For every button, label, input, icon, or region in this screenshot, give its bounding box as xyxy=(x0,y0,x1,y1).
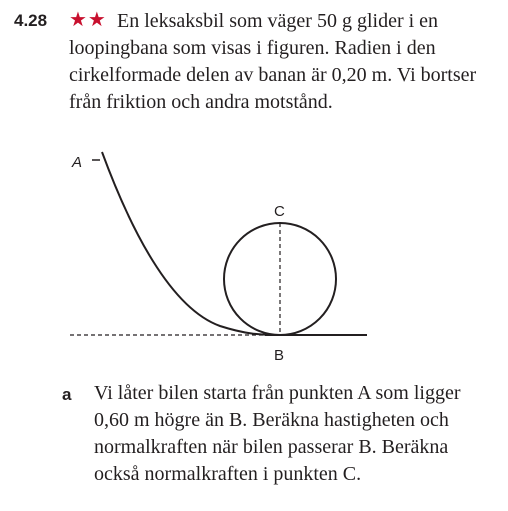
loop-track-figure xyxy=(60,138,390,378)
problem-text: En leksaksbil som väger 50 g glider i en loopingbana som visas i figuren. Radien i den cirkelformade delen av banan är 0,20 m. Vi bortser från friktion och andra motstånd. xyxy=(69,10,477,113)
label-b: B xyxy=(274,347,285,364)
difficulty-stars-icon: ★★ xyxy=(69,7,107,31)
loop-track-diagram xyxy=(60,138,390,378)
label-c: C xyxy=(274,203,285,220)
label-a: A xyxy=(72,154,83,171)
ramp-curve xyxy=(102,152,278,335)
subquestion-text: Vi låter bilen starta från punkten A som ligger 0,60 m högre än B. Beräkna hastigheten och normalkraften när bilen passerar B. Beräkna också normalkraften i punkten C. xyxy=(94,382,461,485)
subquestion-label: a xyxy=(62,385,72,404)
problem-number: 4.28 xyxy=(14,11,48,30)
